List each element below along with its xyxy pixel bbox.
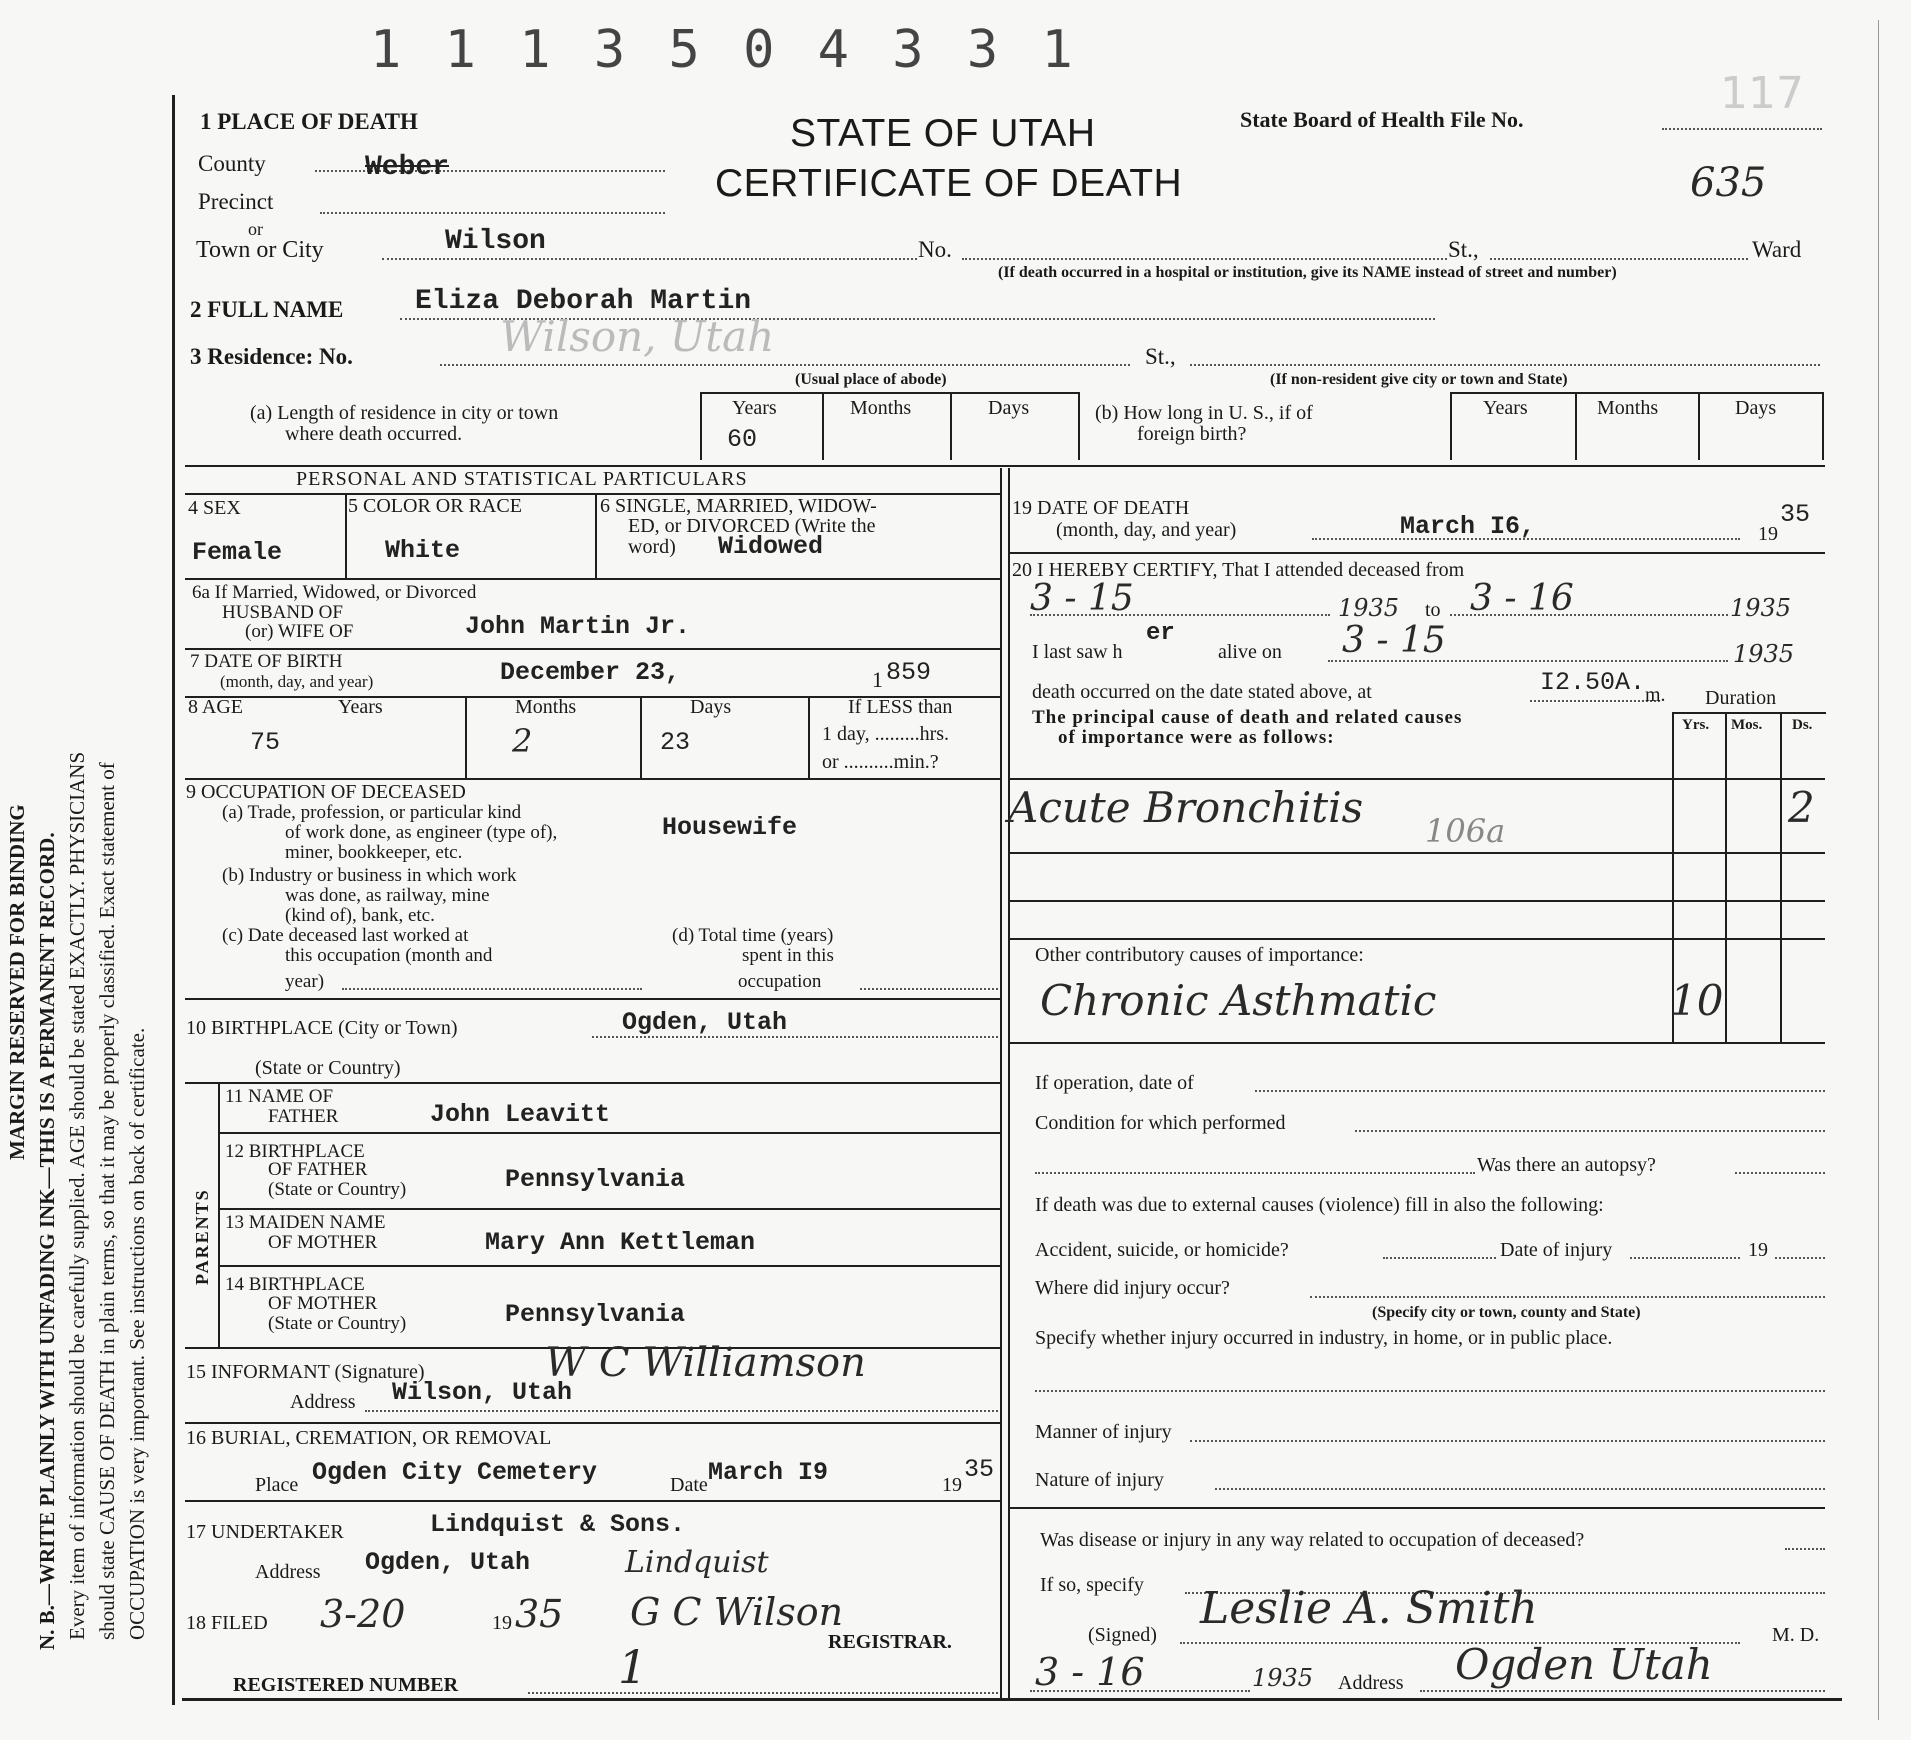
mother-label-2: OF MOTHER — [268, 1232, 378, 1253]
cause-1-code: 106a — [1425, 812, 1506, 850]
frame-left — [172, 95, 175, 1705]
burial-place: Ogden City Cemetery — [312, 1458, 598, 1487]
file-no-line — [1662, 128, 1822, 130]
occ-c-1: (c) Date deceased last worked at — [222, 925, 469, 946]
us-years-label: Years — [1483, 397, 1528, 419]
res-years-value: 60 — [727, 425, 758, 454]
dod-row-bottom — [1008, 552, 1825, 554]
center-divider-b — [1008, 468, 1010, 1698]
specify-industry-label: Specify whether injury occurred in industry, in home, or in public place. — [1035, 1327, 1613, 1349]
occ-a-3: miner, bookkeeper, etc. — [285, 842, 463, 863]
stamp-number: 1 1 1 3 5 0 4 3 3 1 — [370, 20, 1079, 80]
father-row-bottom — [218, 1132, 1000, 1134]
less-label-2: 1 day, .........hrs. — [822, 723, 950, 745]
cause-label-1: The principal cause of death and related causes — [1032, 707, 1463, 728]
cert-label: 20 I HEREBY CERTIFY, That I attended deceased from — [1012, 559, 1465, 581]
manner-label: Manner of injury — [1035, 1421, 1172, 1443]
mos-label: Mos. — [1731, 717, 1763, 733]
hospital-note: (If death occurred in a hospital or institution, give its NAME instead of street and number) — [998, 264, 1617, 281]
cause-2: Chronic Asthmatic — [1040, 976, 1437, 1025]
us-label-2: foreign birth? — [1137, 423, 1247, 445]
margin-instruction-2: should state CAUSE OF DEATH in plain terms, so that it may be properly classified. Exact statement of — [95, 762, 119, 1640]
occ-related-line — [1785, 1548, 1825, 1550]
street-no-line — [962, 258, 1447, 260]
parents-label: PARENTS — [192, 1188, 212, 1285]
autopsy-line — [1035, 1172, 1475, 1174]
informant-value: W C Williamson — [545, 1340, 866, 1386]
us-table-top — [1450, 392, 1822, 394]
age-years-label: Years — [338, 696, 383, 718]
sex-row-bottom — [185, 578, 1000, 580]
registrar-signature: G C Wilson — [630, 1590, 844, 1634]
form-title-2: CERTIFICATE OF DEATH — [715, 162, 1183, 205]
accident-line — [1383, 1257, 1496, 1259]
injury-date-line — [1630, 1257, 1740, 1259]
occ-c-line — [342, 988, 642, 990]
accident-label: Accident, suicide, or homicide? — [1035, 1239, 1289, 1261]
death-time: I2.50A. — [1540, 668, 1646, 697]
occ-related-label: Was disease or injury in any way related to occupation of deceased? — [1040, 1529, 1585, 1551]
age-col-2 — [640, 696, 642, 778]
specify-industry-line — [1035, 1390, 1825, 1392]
burial-place-label: Place — [255, 1474, 299, 1496]
dob-label-2: (month, day, and year) — [220, 672, 374, 691]
yrs-label: Yrs. — [1682, 717, 1710, 733]
us-months-label: Months — [1597, 397, 1659, 419]
death-time-line — [1530, 700, 1660, 702]
birthplace-label: 10 BIRTHPLACE (City or Town) — [186, 1017, 458, 1039]
occ-b-2: was done, as railway, mine — [285, 885, 490, 906]
residence-st-label: St., — [1145, 344, 1176, 369]
filed-value: 3-20 — [320, 1592, 406, 1636]
where-injury-label: Where did injury occur? — [1035, 1277, 1230, 1299]
occ-a-2: of work done, as engineer (type of), — [285, 822, 558, 843]
md-label: M. D. — [1772, 1624, 1820, 1646]
signed-label: (Signed) — [1088, 1624, 1157, 1646]
undertaker-addr: Ogden, Utah — [365, 1548, 531, 1577]
father-bp-label-1: 12 BIRTHPLACE — [225, 1141, 365, 1162]
sex-value: Female — [192, 538, 283, 567]
attend-from-year: 1935 — [1338, 594, 1400, 622]
spouse-value: John Martin Jr. — [465, 612, 691, 641]
burial-row-bottom — [185, 1500, 1000, 1502]
mother-row-bottom — [218, 1265, 1000, 1267]
town-value: Wilson — [445, 226, 546, 257]
occ-d-line — [860, 988, 998, 990]
town-line — [382, 258, 917, 260]
dur-col-2 — [1725, 712, 1727, 1042]
cause-2-years: 10 — [1670, 976, 1724, 1025]
age-days-label: Days — [690, 696, 732, 718]
res-col-3 — [950, 392, 952, 460]
father-bp-value: Pennsylvania — [505, 1165, 686, 1194]
residence-line — [440, 364, 1130, 366]
father-bp-row-bottom — [218, 1208, 1000, 1210]
age-col-1 — [465, 696, 467, 778]
age-row-bottom — [185, 778, 1000, 780]
less-label-1: If LESS than — [848, 696, 953, 718]
residence-st-line — [1190, 364, 1820, 366]
occ-a-1: (a) Trade, profession, or particular kind — [222, 802, 522, 823]
attend-to-line — [1450, 614, 1728, 616]
length-label-1: (a) Length of residence in city or town — [250, 402, 559, 424]
last-saw-date: 3 - 15 — [1342, 620, 1446, 661]
physician-address: Ogden Utah — [1455, 1640, 1713, 1689]
cause-row-2-line — [1008, 852, 1825, 854]
res-col-4 — [1078, 392, 1080, 460]
reg-number-line — [528, 1692, 998, 1694]
mother-bp-label-1: 14 BIRTHPLACE — [225, 1274, 365, 1295]
spouse-row-bottom — [185, 648, 1000, 650]
margin-binding-text: MARGIN RESERVED FOR BINDING — [5, 804, 29, 1160]
undertaker-signature: Lindquist — [625, 1545, 769, 1580]
autopsy-label: Was there an autopsy? — [1477, 1154, 1656, 1176]
nature-line — [1215, 1488, 1825, 1490]
other-label: Other contributory causes of importance: — [1035, 944, 1364, 966]
cause-1-days: 2 — [1788, 783, 1815, 832]
burial-date-label: Date — [670, 1474, 708, 1496]
age-label: 8 AGE — [188, 696, 243, 718]
burial-year-prefix: 19 — [942, 1474, 962, 1496]
us-label-1: (b) How long in U. S., if of — [1095, 402, 1313, 424]
occ-d-3: occupation — [738, 971, 822, 992]
cause-1: Acute Bronchitis — [1008, 783, 1364, 832]
full-name-value: Eliza Deborah Martin — [415, 286, 752, 317]
race-label: 5 COLOR OR RACE — [348, 495, 522, 517]
frame-right — [1878, 20, 1879, 1720]
marital-value: Widowed — [718, 532, 824, 561]
attend-from-line — [1030, 614, 1330, 616]
undertaker-addr-label: Address — [255, 1561, 321, 1583]
dob-value: December 23, — [500, 658, 681, 687]
duration-top — [1672, 712, 1826, 714]
occ-d-1: (d) Total time (years) — [672, 925, 834, 946]
residence-table-top — [700, 392, 1078, 394]
duration-label: Duration — [1705, 687, 1777, 709]
dob-year-prefix: 1 — [872, 667, 883, 692]
occ-c-2: this occupation (month and — [285, 945, 493, 966]
external-label: If death was due to external causes (violence) fill in also the following: — [1035, 1194, 1604, 1216]
ward-label: Ward — [1752, 237, 1802, 262]
marital-label-3: word) — [628, 536, 676, 558]
dur-col-3 — [1780, 712, 1782, 1042]
marital-label-2: ED, or DIVORCED (Write the — [628, 515, 876, 537]
margin-instruction-1: Every item of information should be carefully supplied. AGE should be stated EXACTLY. PHYSICIANS — [65, 751, 89, 1640]
undertaker-label: 17 UNDERTAKER — [186, 1521, 344, 1543]
dod-label-1: 19 DATE OF DEATH — [1012, 497, 1190, 519]
center-divider-a — [1000, 468, 1002, 1698]
abode-note: (Usual place of abode) — [795, 371, 947, 388]
us-col-1 — [1450, 392, 1452, 460]
personal-heading: PERSONAL AND STATISTICAL PARTICULARS — [296, 468, 748, 490]
street-line — [1490, 258, 1748, 260]
parents-divider — [218, 1082, 220, 1347]
age-col-3 — [808, 696, 810, 778]
condition-label: Condition for which performed — [1035, 1112, 1286, 1134]
street-no-label: No. — [918, 237, 952, 262]
cause-row-1-line — [1008, 778, 1825, 780]
burial-date: March I9 — [708, 1458, 829, 1487]
informant-label: 15 INFORMANT (Signature) — [186, 1361, 425, 1383]
father-bp-label-2: OF FATHER — [268, 1159, 368, 1180]
reg-number-label: REGISTERED NUMBER — [233, 1674, 459, 1696]
father-bp-label-3: (State or Country) — [268, 1179, 407, 1200]
condition-line — [1355, 1130, 1825, 1132]
father-value: John Leavitt — [430, 1100, 611, 1129]
death-time-label: death occurred on the date stated above, at — [1032, 681, 1372, 703]
dod-value: March I6, — [1400, 512, 1536, 541]
state-country-label: (State or Country) — [255, 1057, 401, 1079]
res-col-1 — [700, 392, 702, 460]
to-label: to — [1425, 599, 1441, 621]
place-heading: 1 PLACE OF DEATH — [200, 109, 418, 134]
marital-label-1: 6 SINGLE, MARRIED, WIDOW- — [600, 495, 877, 517]
age-years: 75 — [250, 728, 281, 757]
injury-year-line — [1775, 1257, 1825, 1259]
sex-race-divider — [345, 493, 347, 578]
body-top-line — [185, 465, 1825, 467]
birthplace-row-bottom — [185, 1082, 1000, 1084]
mother-value: Mary Ann Kettleman — [485, 1228, 756, 1257]
operation-label: If operation, date of — [1035, 1072, 1194, 1094]
attend-to: 3 - 16 — [1470, 578, 1574, 619]
registrar-label: REGISTRAR. — [828, 1631, 952, 1653]
attend-to-year: 1935 — [1730, 594, 1792, 622]
informant-addr-line — [365, 1410, 998, 1412]
town-label: Town or City — [196, 237, 324, 263]
dob-year: 859 — [886, 658, 932, 687]
file-no-faded: 117 — [1720, 68, 1804, 119]
attend-from: 3 - 15 — [1030, 578, 1134, 619]
personal-heading-line — [185, 493, 1000, 495]
where-injury-line — [1310, 1296, 1825, 1298]
race-marital-divider — [595, 493, 597, 578]
sign-date: 3 - 16 — [1035, 1650, 1145, 1694]
or-label: or — [248, 219, 263, 239]
cause-label-2: of importance were as follows: — [1058, 727, 1335, 748]
mother-bp-value: Pennsylvania — [505, 1300, 686, 1329]
age-months-label: Months — [515, 696, 577, 718]
burial-label: 16 BURIAL, CREMATION, OR REMOVAL — [186, 1427, 552, 1449]
last-saw-line — [1328, 660, 1728, 662]
last-saw-suffix: er — [1146, 620, 1175, 647]
birthplace-value: Ogden, Utah — [622, 1008, 788, 1037]
address-label: Address — [1338, 1672, 1404, 1694]
occ-value: Housewife — [662, 813, 798, 842]
res-months-label: Months — [850, 397, 912, 419]
mother-bp-label-2: OF MOTHER — [268, 1293, 378, 1314]
residence-label: 3 Residence: No. — [190, 344, 353, 369]
cause-row-4-line — [1008, 938, 1825, 940]
dob-label-1: 7 DATE OF BIRTH — [190, 651, 343, 672]
manner-line — [1190, 1440, 1825, 1442]
nature-label: Nature of injury — [1035, 1469, 1164, 1491]
age-days: 23 — [660, 728, 691, 757]
occ-b-3: (kind of), bank, etc. — [285, 905, 435, 926]
last-saw-year: 1935 — [1733, 640, 1795, 668]
length-label-2: where death occurred. — [285, 423, 463, 445]
us-days-label: Days — [1735, 397, 1777, 419]
file-no-label: State Board of Health File No. — [1240, 107, 1524, 132]
age-months: 2 — [512, 722, 533, 760]
county-label: County — [198, 151, 266, 176]
res-days-label: Days — [988, 397, 1030, 419]
spouse-label-2: HUSBAND OF — [222, 602, 343, 623]
informant-addr: Wilson, Utah — [392, 1378, 573, 1407]
full-name-label: 2 FULL NAME — [190, 297, 344, 322]
undertaker-value: Lindquist & Sons. — [430, 1510, 686, 1539]
filed-label: 18 FILED — [186, 1612, 268, 1634]
injury-block-bottom — [1008, 1507, 1825, 1509]
dod-year: 35 — [1780, 500, 1811, 529]
frame-bottom — [182, 1698, 1842, 1701]
us-col-4 — [1822, 392, 1824, 460]
burial-year: 35 — [964, 1455, 995, 1484]
specify-place-note: (Specify city or town, county and State) — [1372, 1304, 1641, 1321]
mother-label-1: 13 MAIDEN NAME — [225, 1212, 386, 1233]
autopsy-answer-line — [1735, 1172, 1825, 1174]
less-label-3: or ..........min.? — [822, 751, 939, 773]
dod-year-prefix: 19 — [1758, 523, 1778, 545]
us-col-3 — [1698, 392, 1700, 460]
nonresident-note: (If non-resident give city or town and State) — [1270, 371, 1568, 388]
father-label-2: FATHER — [268, 1106, 339, 1127]
dod-label-2: (month, day, and year) — [1056, 519, 1237, 541]
sex-label: 4 SEX — [188, 497, 241, 519]
occ-label: 9 OCCUPATION OF DECEASED — [186, 781, 466, 803]
spouse-label-1: 6a If Married, Widowed, or Divorced — [192, 582, 477, 603]
occ-row-bottom — [185, 998, 1000, 1000]
res-years-label: Years — [732, 397, 777, 419]
res-col-2 — [822, 392, 824, 460]
mother-bp-label-3: (State or Country) — [268, 1313, 407, 1334]
filed-year-prefix: 19 — [492, 1612, 512, 1634]
file-no-handwritten: 635 — [1690, 160, 1767, 206]
cause-row-3-line — [1008, 900, 1825, 902]
occ-d-2: spent in this — [742, 945, 834, 966]
sign-date-line — [1030, 1690, 1250, 1692]
county-value: Weber — [365, 152, 450, 183]
informant-addr-label: Address — [290, 1391, 356, 1413]
residence-value: Wilson, Utah — [500, 312, 775, 361]
death-time-suffix: m. — [1645, 684, 1666, 706]
injury-date-label: Date of injury — [1500, 1239, 1613, 1261]
margin-instruction-3: OCCUPATION is very important. See instructions on back of certificate. — [125, 1027, 149, 1640]
precinct-label: Precinct — [198, 189, 274, 214]
reg-number: 1 — [618, 1640, 648, 1694]
informant-row-bottom — [185, 1422, 1000, 1424]
alive-label: alive on — [1218, 641, 1282, 663]
father-label-1: 11 NAME OF — [225, 1086, 334, 1107]
spouse-label-3: (or) WIFE OF — [245, 621, 354, 642]
injury-year-label: 19 — [1748, 1239, 1768, 1261]
occ-c-3: year) — [285, 971, 325, 992]
race-value: White — [385, 536, 461, 565]
occ-b-1: (b) Industry or business in which work — [222, 865, 517, 886]
ds-label: Ds. — [1792, 717, 1813, 733]
margin-warning-text: N. B.—WRITE PLAINLY WITH UNFADING INK—THIS IS A PERMANENT RECORD. — [35, 832, 59, 1650]
operation-line — [1255, 1090, 1825, 1092]
filed-year: 35 — [515, 1592, 564, 1636]
last-saw-label: I last saw h — [1032, 641, 1123, 663]
form-title-1: STATE OF UTAH — [790, 112, 1096, 155]
us-col-2 — [1575, 392, 1577, 460]
if-so-label: If so, specify — [1040, 1574, 1144, 1596]
sign-year: 1935 — [1252, 1664, 1314, 1692]
precinct-line — [320, 212, 665, 214]
physician-signature: Leslie A. Smith — [1200, 1583, 1538, 1634]
cause-row-5-line — [1008, 1042, 1825, 1044]
street-label: St., — [1448, 237, 1479, 262]
physician-address-line — [1420, 1690, 1825, 1692]
